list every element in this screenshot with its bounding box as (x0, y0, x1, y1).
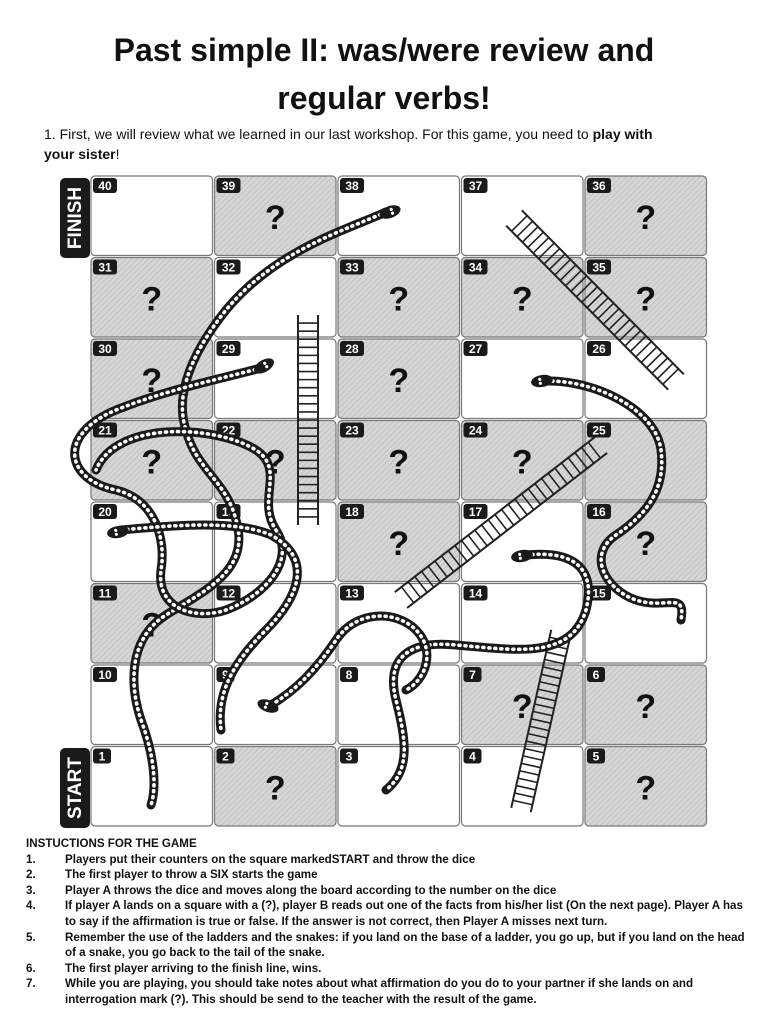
title-line-1: Past simple II: was/were review and (113, 32, 655, 68)
instruction-item: 4. If player A lands on a square with a (?), player B reads out one of the facts from his/her list (On the next page). Player A has to say if the affirmation is true or false. If the answer is not correct, then Player A misses next turn. (26, 899, 743, 928)
board-square-31 (91, 258, 213, 338)
square-number: 12 (221, 586, 236, 601)
square-number: 25 (592, 423, 606, 438)
instruction-item: 1. Players put their counters on the square markedSTART and throw the dice (26, 852, 476, 866)
board-square-37 (462, 176, 584, 256)
instruction-item: 7. While you are playing, you should take notes about what affirmation do you do to your partner if she lands on and interrogation mark (?). This should be send to the teacher with the result of the game. (26, 977, 694, 1006)
question-mark-icon: ? (141, 361, 163, 400)
instruction-item: 2. The first player to throw a SIX starts the game (26, 868, 318, 882)
square-number: 2 (222, 749, 229, 764)
question-mark-icon: ? (388, 361, 410, 400)
board-square-38 (338, 176, 460, 256)
square-number: 34 (468, 260, 483, 275)
question-mark-icon: ? (511, 443, 533, 482)
intro-number: 1. (44, 126, 56, 142)
instruction-item: 5. Remember the use of the ladders and the snakes: if you land on the base of a ladder, you go up, but if you land on the head of a snake, you go back to the tail of the snake. (26, 930, 745, 960)
board-square-3 (338, 747, 460, 827)
instructions-list (26, 852, 746, 1008)
square-number: 28 (345, 342, 359, 356)
intro-paragraph (44, 124, 734, 164)
square-number: 14 (468, 586, 483, 601)
square-number: 9 (222, 668, 229, 682)
question-mark-icon: ? (635, 687, 657, 726)
board-square-17 (462, 502, 584, 582)
intro-text-b: ! (115, 146, 120, 162)
square-number: 13 (345, 586, 359, 601)
board-square-15 (585, 584, 707, 664)
board-square-36 (585, 176, 707, 256)
square-number: 16 (592, 505, 606, 519)
square-number: 11 (98, 586, 112, 601)
square-number: 29 (221, 342, 236, 356)
instructions-heading: INSTUCTIONS FOR THE GAME (26, 837, 197, 850)
square-number: 30 (98, 342, 112, 356)
question-mark-icon: ? (141, 443, 163, 482)
square-number: 32 (221, 260, 236, 275)
square-number: 6 (592, 668, 600, 682)
question-mark-icon: ? (388, 443, 410, 482)
square-number: 22 (221, 423, 236, 438)
instruction-item: 6. The first player arriving to the finish line, wins. (26, 961, 322, 975)
square-number: 23 (345, 423, 359, 438)
question-mark-icon: ? (635, 769, 657, 808)
square-number: 10 (98, 668, 112, 682)
question-mark-icon: ? (635, 198, 657, 237)
board-square-2 (215, 747, 337, 827)
board-square-25 (585, 421, 707, 501)
board-square-23 (338, 421, 460, 501)
page-title (0, 26, 768, 122)
snakes-and-ladders-board (56, 170, 710, 832)
board-square-6 (585, 665, 707, 745)
square-number: 20 (98, 505, 112, 519)
board-square-26 (585, 339, 707, 419)
square-number: 31 (98, 260, 112, 275)
square-number: 15 (592, 586, 606, 601)
instruction-item: 3. Player A throws the dice and moves along the board according to the number on the dice (26, 883, 557, 897)
question-mark-icon: ? (264, 198, 286, 237)
square-number: 21 (98, 423, 112, 438)
question-mark-icon: ? (388, 524, 410, 563)
square-number: 4 (469, 749, 476, 764)
square-number: 40 (98, 179, 112, 193)
square-number: 27 (468, 342, 483, 356)
board-square-34 (462, 258, 584, 338)
board-svg (56, 170, 710, 832)
square-number: 26 (592, 342, 606, 356)
square-number: 5 (592, 749, 600, 764)
question-mark-icon: ? (511, 687, 533, 726)
board-square-28 (338, 339, 460, 419)
question-mark-icon: ? (264, 443, 286, 482)
question-mark-icon: ? (141, 606, 163, 645)
svg-text:FINISH: FINISH (65, 186, 86, 250)
square-number: 24 (468, 423, 483, 438)
board-square-10 (91, 665, 213, 745)
square-number: 8 (345, 668, 353, 682)
question-mark-icon: ? (264, 769, 286, 808)
finish-label (60, 178, 90, 258)
board-square-33 (338, 258, 460, 338)
question-mark-icon: ? (635, 280, 657, 319)
square-number: 1 (98, 749, 106, 764)
question-mark-icon: ? (511, 280, 533, 319)
square-number: 3 (345, 749, 353, 764)
board-square-5 (585, 747, 707, 827)
question-mark-icon: ? (141, 280, 163, 319)
square-number: 36 (592, 179, 606, 193)
intro-bold-b: your sister (44, 146, 116, 162)
square-number: 17 (468, 505, 483, 519)
question-mark-icon: ? (388, 280, 410, 319)
square-number: 38 (345, 179, 359, 193)
game-instructions (26, 836, 746, 1008)
board-square-40 (91, 176, 213, 256)
intro-text-a: First, we will review what we learned in our last workshop. For this game, you need to (55, 126, 593, 142)
square-number: 7 (469, 668, 476, 682)
intro-bold-a: play with (592, 126, 653, 142)
square-number: 37 (468, 179, 483, 193)
svg-text:START: START (65, 757, 86, 819)
title-line-2: regular verbs! (277, 80, 491, 116)
square-number: 19 (221, 505, 236, 519)
start-label (60, 748, 90, 828)
question-mark-icon: ? (635, 524, 657, 563)
square-number: 35 (592, 260, 606, 275)
square-number: 18 (345, 505, 359, 519)
square-number: 33 (345, 260, 359, 275)
square-number: 39 (221, 179, 236, 193)
board-square-7 (462, 665, 584, 745)
